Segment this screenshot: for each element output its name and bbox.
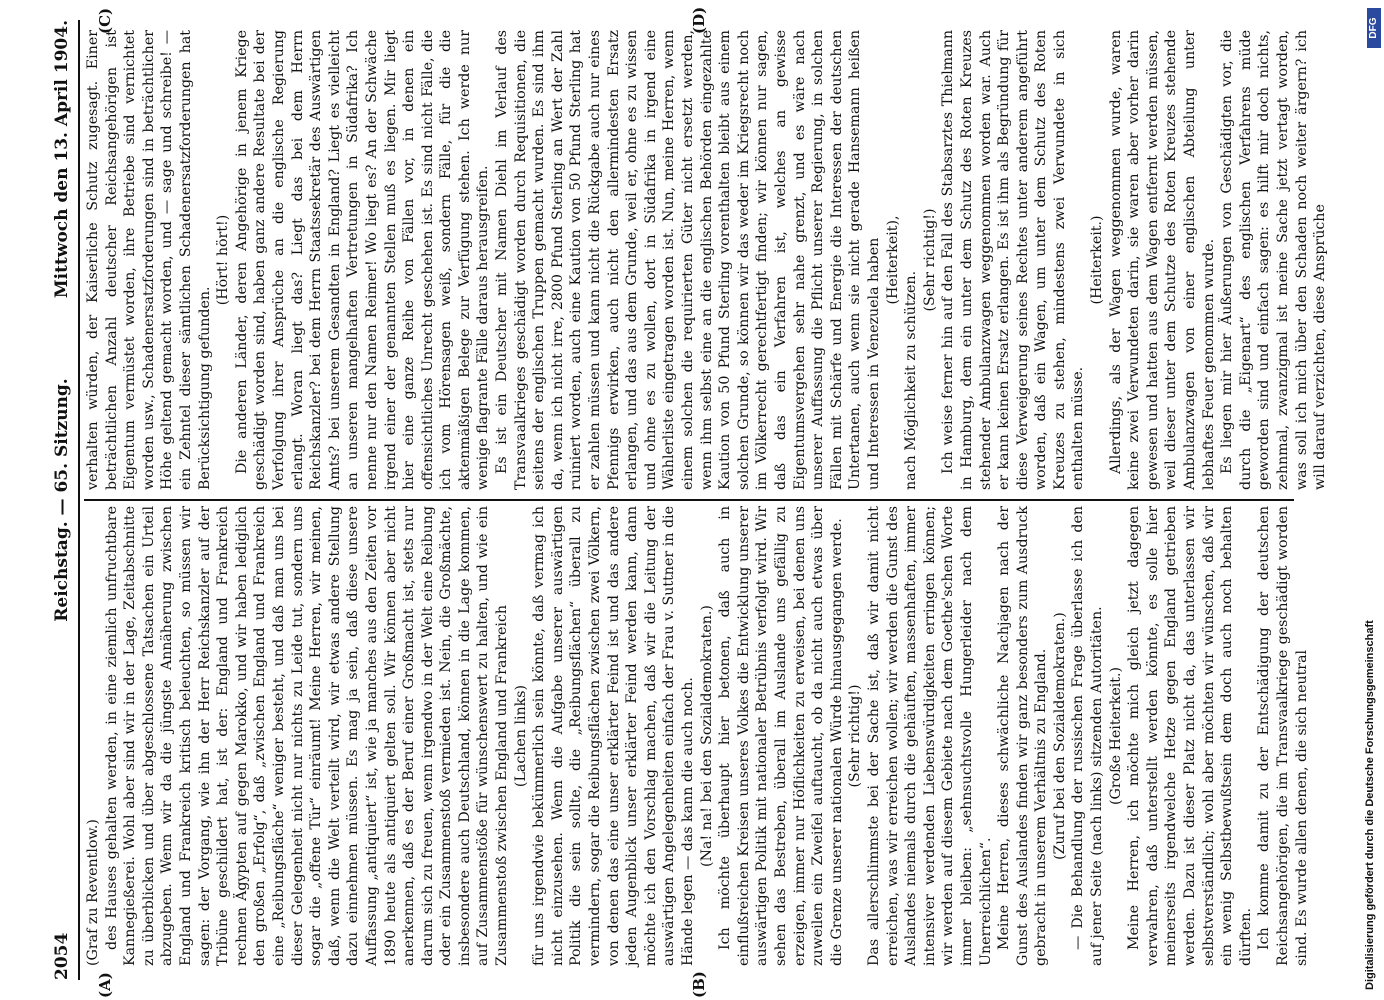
margin-mark-d: (D) [690,6,708,34]
column-divider [84,499,1294,501]
paragraph: nach Möglichkeit zu schützen. [903,270,920,490]
paragraph: Allerdings, als der Wagen weggenommen wurde, waren keine zwei Verwundeten darin, sie waren aber vorher darin gewesen und hatten aus dem Wagen entfernt werden müssen, weil dieser unter dem Schutze des Roten Kreuzes stehende Ambulanzwagen von einer englischen Abteilung unter lebhaftes Feuer genommen wurde. [1107,30,1217,490]
margin-mark-b: (B) [690,971,708,998]
interjection: (Große Heiterkeit.) [1107,666,1124,806]
interjection: (Lachen links) [512,684,529,788]
dfg-logo: DFG [1367,8,1381,48]
paragraph: Die anderen Länder, deren Angehörige in jenem Kriege geschädigt worden sind, haben ganz andere Resultate bei der Verfolgung ihrer Ansprüche an die englische Regierung erlangt. Woran liegt das? Liegt das bei dem Herrn Reichskanzler? bei dem Herrn Staatssekretär des Auswärtigen Amts? bei unserem Gesandten in England? Liegt es vielleicht an unseren mangelhaften Vertretungen in Südafrika? Ich nenne nur den Namen Reimer! Wo liegt es? An der Schwäche irgend einer der genannten Stellen muß es liegen. Mir liegt hier eine ganze Reihe von Fällen vor, in denen ein offensichtliches Unrecht geschehen ist. Es sind nicht Fälle, die ich vom Hörensagen weiß, sondern Fälle, für die die aktenmäßigen Belege zur Verfügung stehen. Ich werde nur wenige flagrante Fälle daraus herausgreifen. [233,30,492,490]
page-date: Mittwoch den 13. April 1904. [52,20,72,299]
paragraph: verhalten würden, der Kaiserliche Schutz zugesagt. Einer beträchtlichen Anzahl deutscher Reichsangehörigen ist Eigentum vermüstet worden, ihre Betriebe sind vernichtet worden usw., Schadenersatzforderungen sind in beträchtlicher Höhe geltend gemacht worden, und — sage und schreibe! — ein Zehntel dieser sämtlichen Schadenersatzforderungen hat Berücksichtigung gefunden. [85,30,213,490]
page-header [48,20,76,980]
margin-mark-c: (C) [96,7,114,34]
paragraph: Ich weise ferner hin auf den Fall des Stabsarztes Thielmann in Hamburg, dem ein unter dem Schutz des Roten Kreuzes stehender Ambulanzwagen weggenommen worden war. Auch er kann keinen Ersatz erlangen. Es ist ihm als Begründung für diese Verweigerung seines Rechtes unter anderem angeführt worden, daß ein Wagen, um unter dem Schutz des Roten Kreuzes zu stehen, mindestens zwei Verwundete in sich enthalten müsse. [940,30,1087,490]
digitization-credit: Digitalisierung gefördert durch die Deutsche Forschungsgemeinschaft [1364,620,1376,990]
paragraph: Es ist ein Deutscher mit Namen Diehl im Verlauf des Transvaalkrieges geschädigt worden durch Requisitionen, die seitens der englischen Truppen gemacht wurden. Es sind ihm da, wenn ich nicht irre, 2800 Pfund Sterling an Wert der Zahl ruiniert worden, auch eine Kaution von 50 Pfund Sterling hat er zahlen müssen und kann nicht die Rückgabe auch nur eines Pfennigs erwirken, auch nicht den allermindesten Ersatz erlangen, und das aus dem Grunde, weil er, ohne es zu wissen und ohne es zu wollen, dort in Südafrika in irgend eine Wählerliste eingetragen worden ist. Nun, meine Herren, wenn einem solchen die requirierten Güter nicht ersetzt werden, wenn ihm selbst eine an die englischen Behörden eingezahlte Kaution von 50 Pfund Sterling vorenthalten bleibt aus einem solchen Grunde, so können wir das weder im Kriegsrecht noch im Völkerrecht gerechtfertigt finden; wir können nur sagen, daß das ein Verfahren ist, welches an gewisse Eigentumsvergehen sehr nahe grenzt, und es wäre nach unserer Auffassung die Pflicht unserer Regierung, in solchen Fällen mit Schärfe und Energie die Interessen der deutschen Untertanen, auch wenn sie nicht gerade Hansemann heißen und Interessen in Venezuela haben [494,30,882,490]
interjection: (Na! na! bei den Sozialdemokraten.) [698,605,715,867]
right-column [84,30,1329,490]
interjection: (Heiterkeit.) [1089,215,1106,305]
interjection: (Sehr richtig!) [921,208,938,312]
interjection: (Heiterkeit), [884,215,901,305]
paragraph: Ich möchte überhaupt hier betonen, daß auch in einflußreichen Kreisen unseres Volkes die Entwicklung unserer auswärtigen Politik mit nationaler Betrübnis verfolgt wird. Wir sehen das Bestreben, überall im Auslande uns gefällig zu erzeigen, immer nur Höflichkeiten zu erweisen, bei denen uns zuweilen ein Zweifel auftaucht, ob da nicht auch etwas über die Grenze unserer nationalen Würde hinausgegangen werde. [717,506,845,966]
paragraph: Meine Herren, ich möchte mich gleich jetzt dagegen verwahren, daß unterstellt werden könnte, es solle hier meinerseits irgendwelche Hetze gegen England getrieben werden. Dazu ist dieser Platz nicht da, das unterlassen wir selbstverständlich; wohl aber möchten wir wünschen, daß wir ein wenig Selbstbewußtsein dem doch auch noch behalten dürften. [1126,506,1254,966]
paragraph: Es liegen mir hier Äußerungen von Geschädigten vor, die durch die „Eigenart“ des englischen Verfahrens müde geworden sind und einfach sagen: es hilft mir doch nichts, zehnmal, zwanzigmal ist meine Sache jetzt vertagt worden, was soll ich mich über den Schaden noch weiter ärgern? ich will darauf verzichten, diese Ansprüche [1219,30,1329,490]
header-rule [78,20,80,980]
paragraph: Ich komme damit zu der Entschädigung der deutschen Reichsangehörigen, die im Transvaalkriege geschädigt worden sind. Es wurde allen denen, die sich neutral [1256,506,1310,966]
interjection: (Hört! hört!) [215,214,232,306]
paragraph: — Die Behandlung der russischen Frage überlasse ich den auf jener Seite (nach links) sitzenden Autoritäten. [1070,506,1106,966]
paragraph: (Graf zu Reventlow.) [85,819,101,966]
interjection: (Zuruf bei den Sozialdemokraten.) [1051,612,1068,860]
margin-mark-a: (A) [96,972,114,998]
paragraph: Das allerschlimmste bei der Sache ist, daß wir damit nicht erreichen, was wir erreichen wollen; wir werden die Gunst des Auslandes niemals durch die gehäuften, massenhaften, immer intensiver werdenden Liebenswürdigkeiten erringen können; wir werden auf diesem Gebiete nach dem Goethe'schen Worte immer bleiben: „sehnsuchtsvolle Hungerleider nach dem Unerreichlichen“. [865,506,994,966]
paragraph: des Hauses gehalten werden, in eine ziemlich unfruchtbare Kannegießerei. Wohl aber sind wir in der Lage, Zeitabschnitte zu überblicken und über abgeschlossene Tatsachen ein Urteil abzugeben. Wenn wir da die jüngste Annäherung zwischen England und Frankreich kritisch beleuchten, so müssen wir sagen: der Vorgang, wie ihn der Herr Reichskanzler auf der Tribüne geschildert hat, ist der: England und Frankreich rechnen Ägypten auf gegen Marokko, und wir haben lediglich den großen „Erfolg“, daß „zwischen England und Frankreich eine „Reibungsfläche“ weniger besteht, und daß man uns bei dieser Gelegenheit nicht nur nichts zu Leide tut, sondern uns sogar die „offene Tür“ einräumt! Meine Herren, wir meinen, daß, wenn die Welt verteilt wird, wir etwas andere Stellung dazu einnehmen müssen. Es mag ja sein, daß diese unsere Auffassung „antiquiert“ ist, wie ja manches aus den Zeiten vor 1890 heute als antiquiert gelten soll. Wir können aber nicht anerkennen, daß es der Beruf einer Großmacht ist, stets nur darum sich zu freuen, wenn irgendwo in der Welt eine Reibung oder ein Zusammenstoß vermieden ist. Nein, die Großmächte, insbesondere auch Deutschland, können in die Lage kommen, auf Zusammenstöße für wünschenswert zu halten, und wie ein Zusammenstoß zwischen England und Frankreich [103,506,511,966]
page-number: 2054 [52,932,72,980]
left-column [84,506,1310,966]
page-title: Reichstag. — 65. Sitzung. [52,378,72,622]
paragraph: Meine Herren, dieses schwächliche Nachjagen nach der Gunst des Auslandes finden wir ganz besonders zum Ausdruck gebracht in unserem Verhältnis zu England. [996,506,1050,966]
paragraph: für uns irgendwie bekümmerlich sein könnte, daß vermag ich nicht einzusehen. Wenn die Aufgabe unserer auswärtigen Politik die sein sollte, die „Reibungsflächen“ überall zu vermindern, sogar die Reibungsflächen zwischen zwei Völkern, von denen das eine unser erklärter Feind ist und das andere jeden Augenblick unser erklärter Feind werden kann, dann möchte ich den Vorschlag machen, daß wir die Leitung der auswärtigen Angelegenheiten einfach der Frau v. Suttner in die Hände legen — das kann die auch noch. [531,506,696,966]
interjection: (Sehr richtig!) [847,684,864,788]
